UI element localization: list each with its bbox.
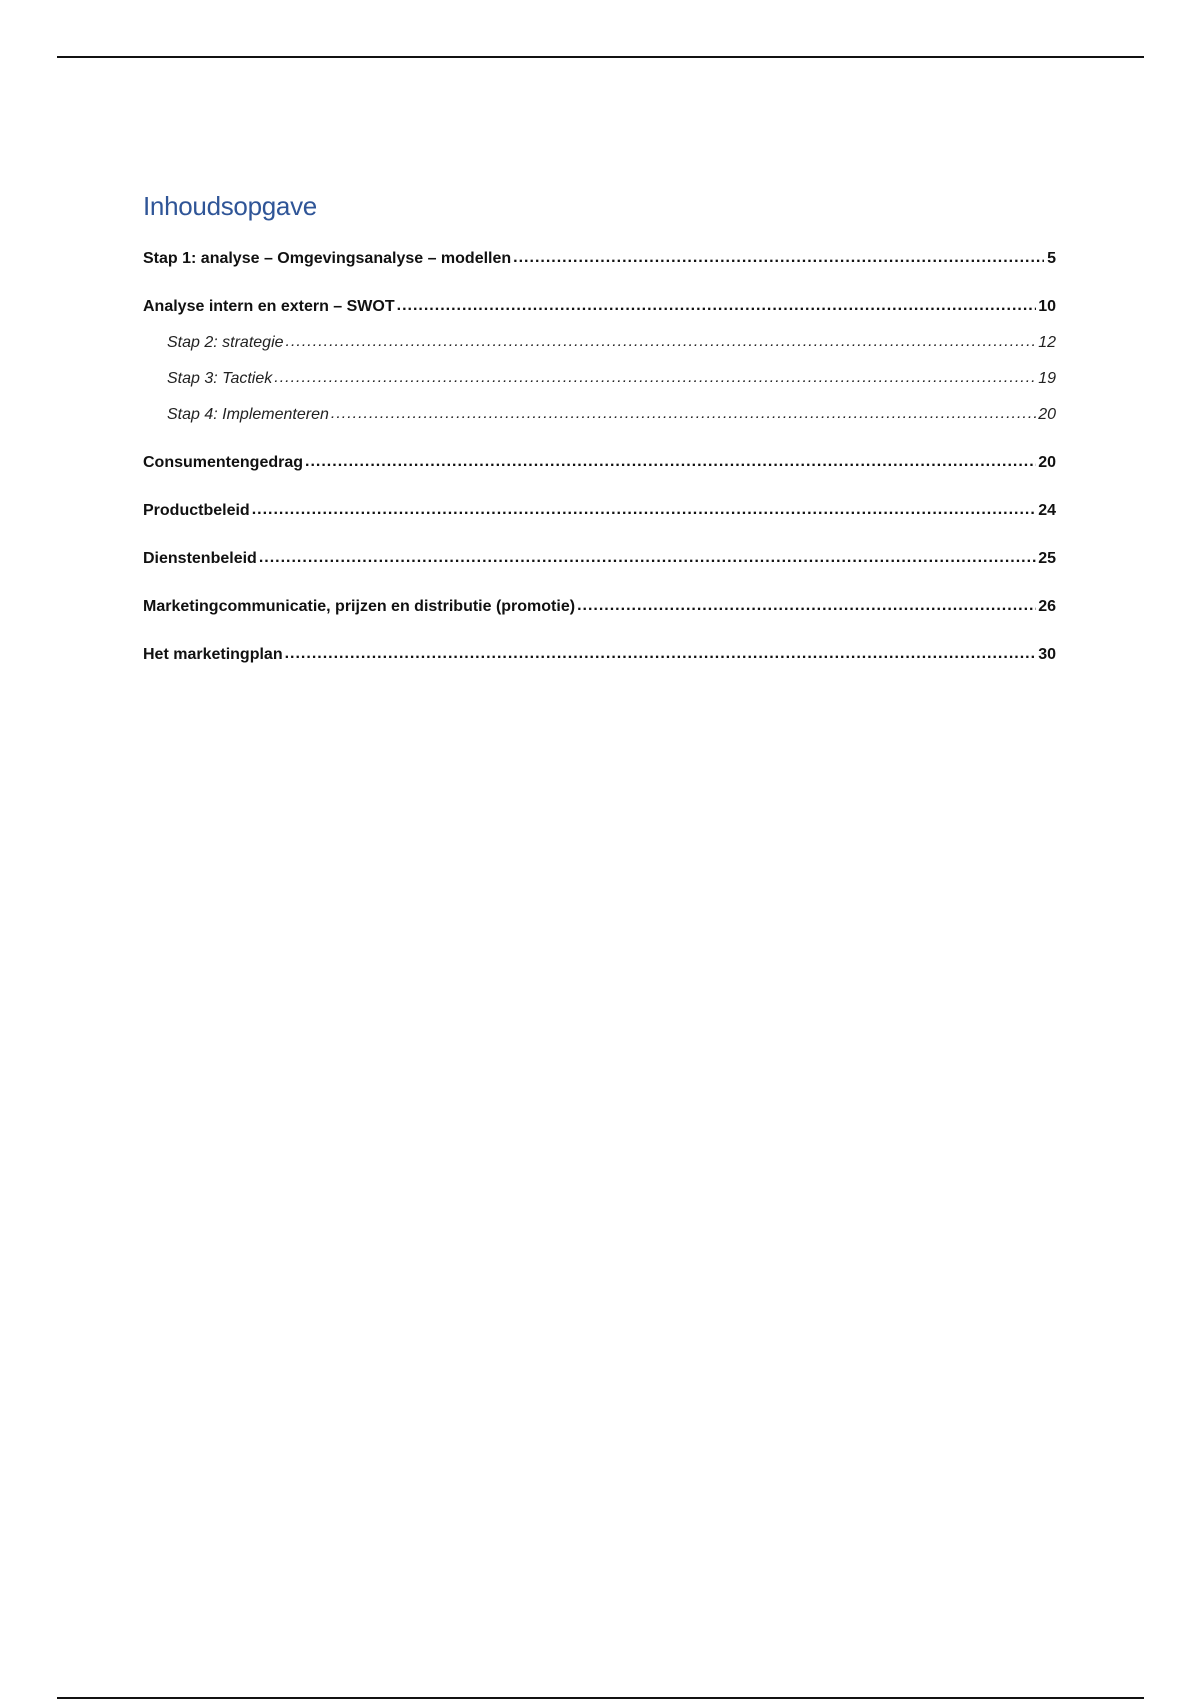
toc-entry-label: Stap 3: Tactiek [167, 370, 273, 387]
toc-subentry[interactable] [143, 368, 1056, 390]
toc-entry-page: 5 [1047, 250, 1056, 267]
toc-entry-page: 20 [1038, 406, 1056, 423]
toc-entry-label: Analyse intern en extern – SWOT [143, 298, 395, 315]
footer-rule [57, 1697, 1144, 1699]
toc-entry-label: Marketingcommunicatie, prijzen en distributie (promotie) [143, 598, 576, 615]
toc-leader-dots [305, 451, 1036, 473]
toc-entry-label: Stap 1: analyse – Omgevingsanalyse – modellen [143, 250, 512, 267]
toc-entry-label: Het marketingplan [143, 646, 283, 663]
toc-entries [143, 248, 1056, 666]
toc-entry-label: Stap 2: strategie [167, 334, 284, 351]
toc-entry[interactable] [143, 500, 1056, 522]
toc-entry-label: Productbeleid [143, 502, 250, 519]
toc-leader-dots [397, 295, 1037, 317]
toc-entry-label: Dienstenbeleid [143, 550, 257, 567]
toc-leader-dots [285, 643, 1037, 665]
toc-entry-label: Consumentengedrag [143, 454, 304, 471]
toc-leader-dots [331, 403, 1036, 425]
toc-entry[interactable] [143, 644, 1056, 666]
toc-entry-page: 26 [1038, 598, 1056, 615]
toc-entry-page: 30 [1038, 646, 1056, 663]
toc-subentry[interactable] [143, 332, 1056, 354]
header-rule [57, 56, 1144, 58]
toc-entry[interactable] [143, 452, 1056, 474]
toc-entry-page: 19 [1038, 370, 1056, 387]
table-of-contents [143, 190, 1056, 666]
toc-leader-dots [259, 547, 1036, 569]
toc-leader-dots [274, 367, 1036, 389]
toc-entry[interactable] [143, 596, 1056, 618]
toc-entry[interactable] [143, 248, 1056, 270]
toc-title: Inhoudsopgave [143, 191, 317, 221]
toc-leader-dots [286, 331, 1037, 353]
toc-entry-page: 20 [1038, 454, 1056, 471]
toc-entry-page: 10 [1038, 298, 1056, 315]
toc-entry-page: 25 [1038, 550, 1056, 567]
toc-entry[interactable] [143, 296, 1056, 318]
toc-subentry[interactable] [143, 404, 1056, 426]
toc-leader-dots [513, 247, 1044, 269]
toc-entry-page: 24 [1038, 502, 1056, 519]
toc-entry[interactable] [143, 548, 1056, 570]
toc-entry-page: 12 [1038, 334, 1056, 351]
toc-leader-dots [252, 499, 1037, 521]
toc-leader-dots [577, 595, 1036, 617]
toc-entry-label: Stap 4: Implementeren [167, 406, 329, 423]
